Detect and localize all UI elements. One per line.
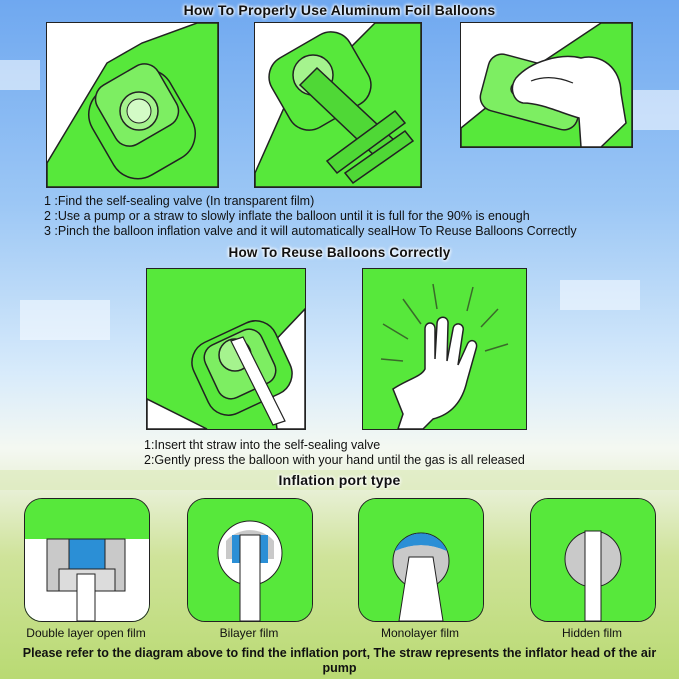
port-label-monolayer: Monolayer film: [380, 626, 460, 640]
reuse-panel-insert-straw: [146, 268, 306, 430]
usage-panel-pinch: [460, 22, 633, 148]
reuse-step-2: 2:Gently press the balloon with your hand until the gas is all released: [144, 453, 525, 467]
cloud-decoration: [560, 280, 640, 310]
usage-step-1: 1 :Find the self-sealing valve (In transparent film): [44, 194, 315, 208]
reuse-step-1: 1:Insert tht straw into the self-sealing valve: [144, 438, 381, 452]
port-monolayer-film: [358, 498, 484, 622]
usage-step-3: 3 :Pinch the balloon inflation valve and it will automatically sealHow To Reuse Balloons Correctly: [44, 224, 577, 238]
section-title-port-type: Inflation port type: [278, 472, 401, 488]
usage-panel-inflate: [254, 22, 422, 188]
cloud-decoration: [0, 60, 40, 90]
port-label-double-layer: Double layer open film: [26, 626, 146, 640]
section-title-usage: How To Properly Use Aluminum Foil Balloons: [183, 2, 496, 18]
cloud-decoration: [20, 300, 110, 340]
port-label-hidden: Hidden film: [561, 626, 623, 640]
usage-step-2: 2 :Use a pump or a straw to slowly inflate the balloon until it is full for the 90% is enough: [44, 209, 530, 223]
reuse-steps: [144, 438, 525, 468]
port-hidden-film: [530, 498, 656, 622]
usage-panel-find-valve: [46, 22, 219, 188]
reuse-panel-press: [362, 268, 527, 430]
section-title-reuse: How To Reuse Balloons Correctly: [228, 245, 451, 260]
footer-note: Please refer to the diagram above to find the inflation port, The straw represents the inflator head of the air pump: [22, 646, 657, 675]
usage-steps: [44, 194, 577, 239]
port-bilayer-film: [187, 498, 313, 622]
port-double-layer-open-film: [24, 498, 150, 622]
port-label-bilayer: Bilayer film: [219, 626, 279, 640]
